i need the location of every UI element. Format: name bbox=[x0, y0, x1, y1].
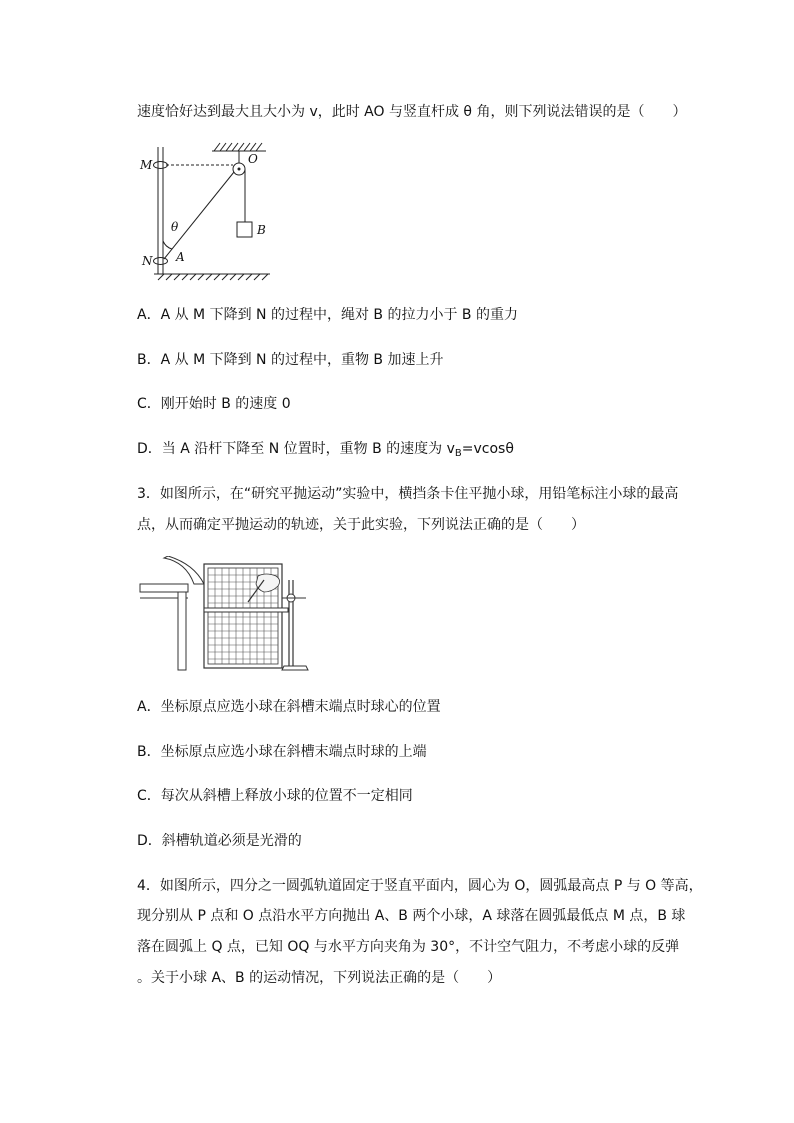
q3-option-d: D．斜槽轨道必须是光滑的 bbox=[137, 833, 302, 849]
q3-stem-line1: 3．如图所示，在“研究平抛运动”实验中，横挡条卡住平抛小球，用铅笔标注小球的最高 bbox=[137, 486, 679, 502]
q2-stem-tail: 速度恰好达到最大且大小为 v，此时 AO 与竖直杆成 θ 角，则下列说法错误的是（ ） bbox=[137, 104, 687, 120]
q3-option-c: C．每次从斜槽上释放小球的位置不一定相同 bbox=[137, 788, 413, 804]
q2-option-a: A．A 从 M 下降到 N 的过程中，绳对 B 的拉力小于 B 的重力 bbox=[137, 307, 518, 323]
q4-stem-line1: 4．如图所示，四分之一圆弧轨道固定于竖直平面内，圆心为 O，圆弧最高点 P 与 O 等高， bbox=[137, 878, 703, 894]
q3-apparatus-figure bbox=[138, 556, 313, 676]
label-theta: θ bbox=[171, 220, 179, 234]
label-a: A bbox=[176, 250, 185, 264]
label-m: M bbox=[140, 158, 153, 172]
q4-stem-line4: 。关于小球 A、B 的运动情况，下列说法正确的是（ ） bbox=[137, 970, 502, 986]
q2-option-d bbox=[137, 439, 514, 464]
q3-stem-line2: 点，从而确定平抛运动的轨迹，关于此实验，下列说法正确的是（ ） bbox=[137, 517, 585, 533]
q2-option-d-text: D．当 A 沿杆下降至 N 位置时，重物 B 的速度为 v bbox=[137, 441, 455, 457]
label-b: B bbox=[257, 223, 266, 237]
q2-pulley-figure bbox=[136, 137, 276, 287]
label-o: O bbox=[248, 152, 258, 166]
q3-option-b: B．坐标原点应选小球在斜槽末端点时球的上端 bbox=[137, 744, 427, 760]
label-n: N bbox=[142, 254, 153, 268]
q4-stem-line3: 落在圆弧上 Q 点，已知 OQ 与水平方向夹角为 30°，不计空气阻力，不考虑小球的反弹 bbox=[137, 939, 680, 955]
q3-option-a: A．坐标原点应选小球在斜槽末端点时球心的位置 bbox=[137, 699, 441, 715]
q2-option-c: C．刚开始时 B 的速度 0 bbox=[137, 396, 291, 412]
q4-stem-line2: 现分别从 P 点和 O 点沿水平方向抛出 A、B 两个小球，A 球落在圆弧最低点 M 点，B 球 bbox=[137, 908, 686, 924]
q2-option-d-tail: =vcosθ bbox=[461, 441, 514, 457]
q2-option-b: B．A 从 M 下降到 N 的过程中，重物 B 加速上升 bbox=[137, 352, 444, 368]
q2-option-d-subscript: B bbox=[454, 448, 462, 459]
